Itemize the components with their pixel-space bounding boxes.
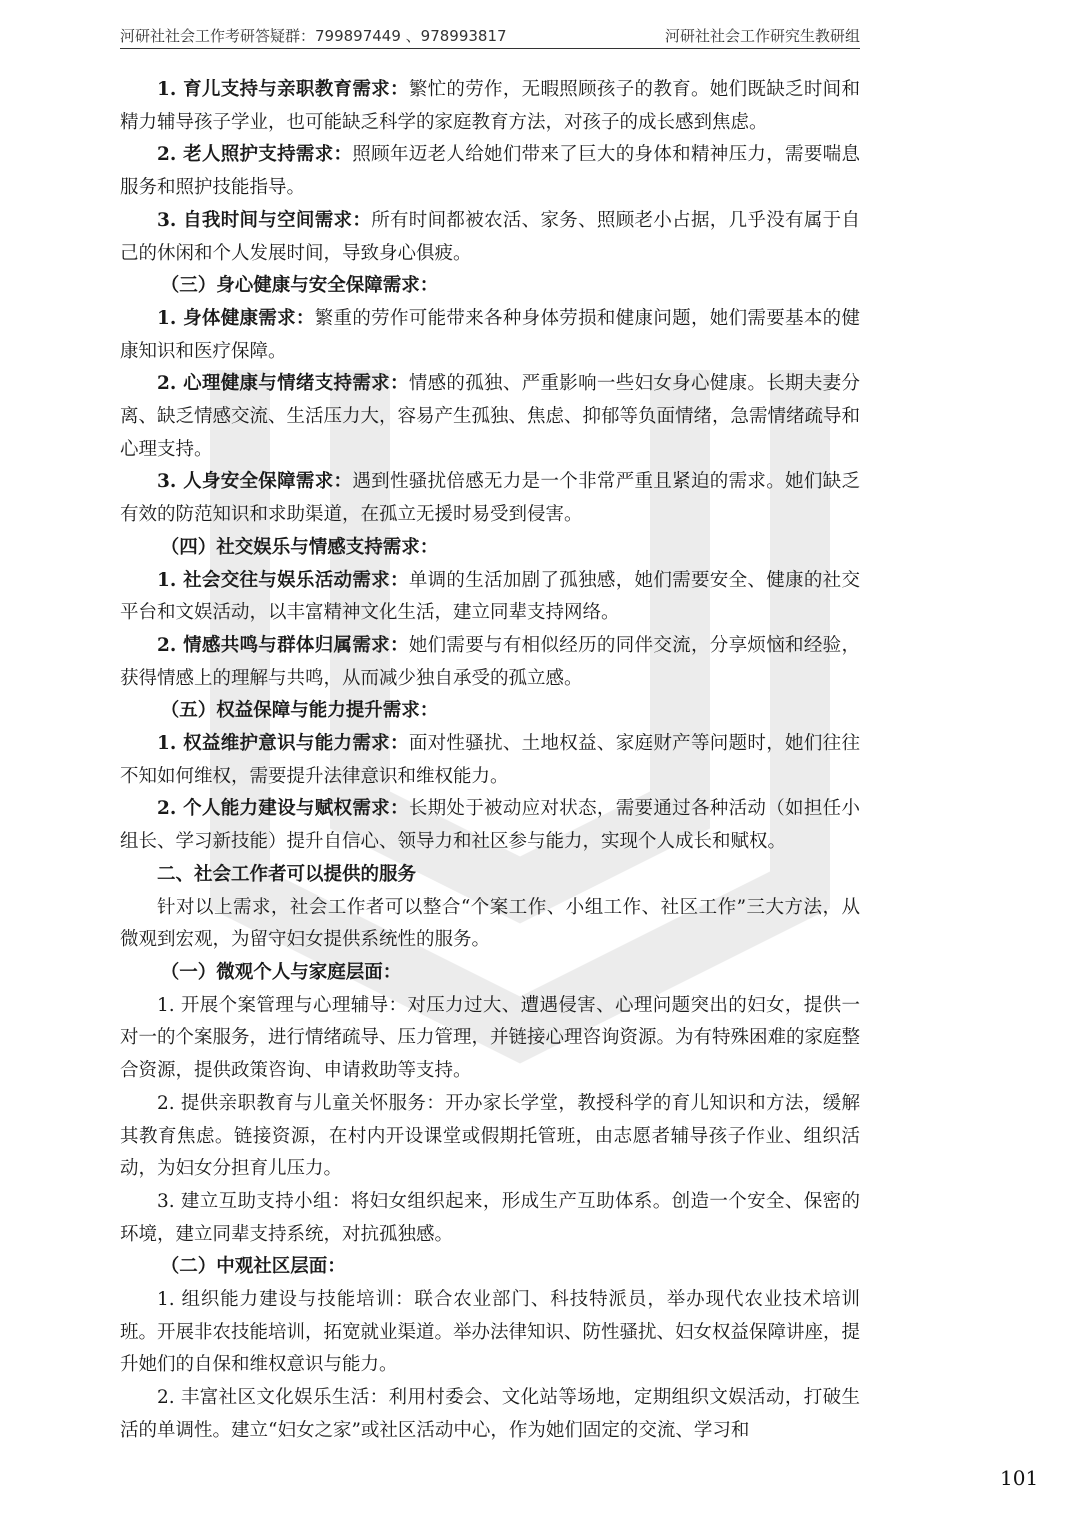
section-heading: （二）中观社区层面： [160,1256,346,1278]
page-header [120,22,860,49]
paragraph-text: 她们需要与有相似经历的同伴交流，分享烦恼和经验，获得情感上的理解与共鸣，从而减少独自承受的孤立感。 [120,634,860,689]
header-right-text: 河研社社会工作研究生教研组 [664,27,860,45]
paragraph [120,74,860,139]
paragraph [120,1186,860,1251]
paragraph [120,139,860,204]
header-left-text: 河研社社会工作考研答疑群：799897449 、978993817 [120,27,507,45]
paragraph [120,1088,860,1186]
paragraph-text: 面对性骚扰、土地权益、家庭财产等问题时，她们往往不知如何维权，需要提升法律意识和维权能力。 [120,733,860,787]
paragraph-text: 所有时间都被农活、家务、照顾老小占据，几乎没有属于自己的休闲和个人发展时间，导致身心俱疲。 [120,209,860,264]
paragraph-text: 照顾年迈老人给她们带来了巨大的身体和精神压力，需要喘息服务和照护技能指导。 [120,144,860,199]
paragraph-lead: 1. 育儿支持与亲职教育需求： [157,79,409,100]
paragraph-text: 2. 提供亲职教育与儿童关怀服务：开办家长学堂，教授科学的育儿知识和方法，缓解其教育焦虑。链接资源，在村内开设课堂或假期托管班，由志愿者辅导孩子作业、组织活动，为妇女分担育儿压力。 [120,1092,860,1180]
paragraph-text: 情感的孤独、严重影响一些妇女身心健康。长期夫妻分离、缺乏情感交流、生活压力大，容易产生孤独、焦虑、抑郁等负面情绪，急需情绪疏导和心理支持。 [120,373,861,460]
paragraph-text: 3. 建立互助支持小组：将妇女组织起来，形成生产互助体系。创造一个安全、保密的环境，建立同辈支持系统，对抗孤独感。 [120,1190,860,1245]
paragraph [120,892,860,957]
section-heading: （五）权益保障与能力提升需求： [160,700,439,722]
section-heading: （三）身心健康与安全保障需求： [160,275,439,297]
paragraph [120,466,860,531]
section-heading: （四）社交娱乐与情感支持需求： [160,536,439,558]
document-body [120,74,860,1448]
paragraph-lead: 1. 权益维护意识与能力需求： [157,733,409,755]
paragraph [120,630,860,695]
section-heading: （一）微观个人与家庭层面： [160,961,402,983]
paragraph [120,793,860,858]
chapter-heading: 二、社会工作者可以提供的服务 [157,863,417,885]
paragraph-text: 长期处于被动应对状态，需要通过各种活动（如担任小组长、学习新技能）提升自信心、领导力和社区参与能力，实现个人成长和赋权。 [120,798,860,853]
paragraph-text: 单调的生活加剧了孤独感，她们需要安全、健康的社交平台和文娱活动，以丰富精神文化生活，建立同辈支持网络。 [120,569,860,624]
paragraph-lead: 2. 个人能力建设与赋权需求： [157,798,409,820]
paragraph [120,565,860,630]
paragraph-lead: 3. 自我时间与空间需求： [157,209,372,231]
paragraph [120,1382,860,1447]
paragraph-text: 2. 丰富社区文化娱乐生活：利用村委会、文化站等场地，定期组织文娱活动，打破生活的单调性。建立“妇女之家”或社区活动中心，作为她们固定的交流、学习和 [120,1387,860,1441]
paragraph-text: 遇到性骚扰倍感无力是一个非常严重且紧迫的需求。她们缺乏有效的防范知识和求助渠道，在孤立无援时易受到侵害。 [120,471,860,526]
paragraph [120,303,860,368]
paragraph-text: 繁重的劳作可能带来各种身体劳损和健康问题，她们需要基本的健康知识和医疗保障。 [120,307,860,362]
paragraph-text: 1. 组织能力建设与技能培训：联合农业部门、科技特派员，举办现代农业技术培训班。开展非农技能培训，拓宽就业渠道。举办法律知识、防性骚扰、妇女权益保障讲座，提升她们的自保和维权意识与能力。 [120,1289,861,1376]
paragraph-lead: 2. 心理健康与情绪支持需求： [157,373,409,395]
paragraph [120,1284,860,1382]
paragraph-lead: 1. 社会交往与娱乐活动需求： [157,569,409,591]
paragraph [120,205,860,270]
paragraph-lead: 2. 老人照护支持需求： [157,144,353,166]
paragraph-text: 针对以上需求，社会工作者可以整合“个案工作、小组工作、社区工作”三大方法，从微观到宏观，为留守妇女提供系统性的服务。 [120,896,860,951]
paragraph-text: 繁忙的劳作，无暇照顾孩子的教育。她们既缺乏时间和精力辅导孩子学业，也可能缺乏科学的家庭教育方法，对孩子的成长感到焦虑。 [120,79,860,133]
paragraph [120,368,860,466]
paragraph [120,990,860,1088]
paragraph-lead: 1. 身体健康需求： [157,307,315,329]
paragraph [120,728,860,793]
paragraph-lead: 2. 情感共鸣与群体归属需求： [157,634,409,656]
page-number: 101 [1000,1466,1039,1490]
paragraph-lead: 3. 人身安全保障需求： [157,471,353,493]
paragraph-text: 1. 开展个案管理与心理辅导：对压力过大、遭遇侵害、心理问题突出的妇女，提供一对一的个案服务，进行情绪疏导、压力管理，并链接心理咨询资源。为有特殊困难的家庭整合资源，提供政策咨询、申请救助等支持。 [120,994,861,1082]
